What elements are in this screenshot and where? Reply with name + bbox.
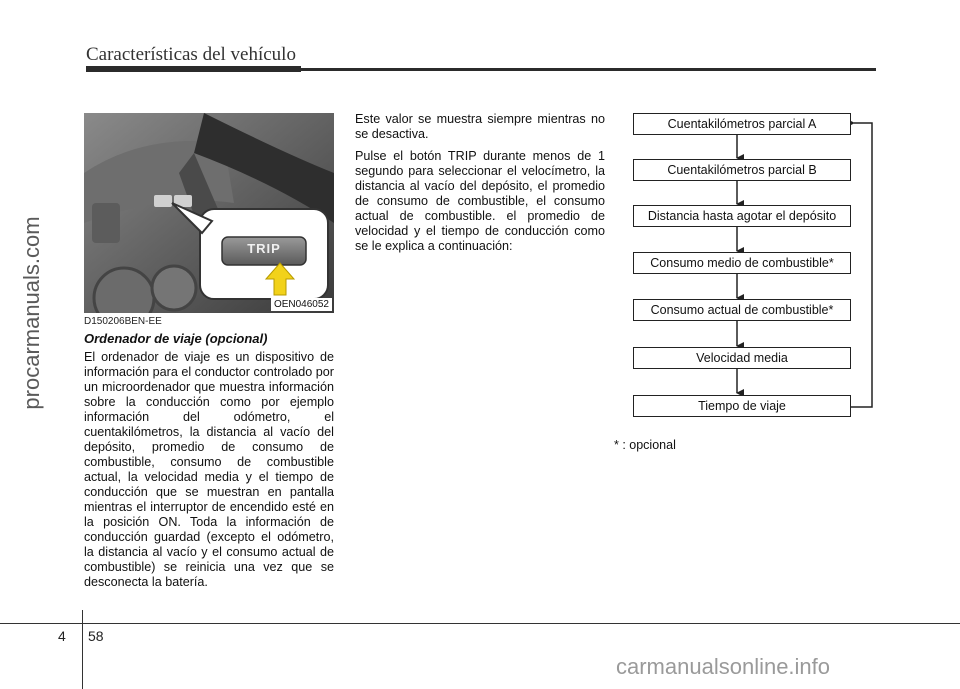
footer-rule bbox=[0, 623, 960, 624]
middle-paragraph-2: Pulse el botón TRIP durante menos de 1 segundo para seleccionar el velocímetro, la distancia al vacío del depósito, el promedio de consumo de combustible, el consumo actual de combustible. el promedio de velocidad y el tiempo de conducción como se le explica a continuación: bbox=[355, 149, 605, 253]
middle-column bbox=[355, 112, 605, 261]
footer-divider bbox=[82, 610, 83, 689]
flow-item-elapsed-time: Tiempo de viaje bbox=[633, 395, 851, 417]
side-watermark: procarmanuals.com bbox=[19, 216, 44, 410]
left-column bbox=[84, 316, 334, 590]
trip-button-photo bbox=[84, 113, 334, 313]
flow-item-trip-a: Cuentakilómetros parcial A bbox=[633, 113, 851, 135]
flow-item-average-consumption: Consumo medio de combustible* bbox=[633, 252, 851, 274]
middle-paragraph-1: Este valor se muestra siempre mientras no se desactiva. bbox=[355, 112, 605, 141]
bottom-watermark: carmanualsonline.info bbox=[616, 654, 831, 679]
flow-item-current-consumption: Consumo actual de combustible* bbox=[633, 299, 851, 321]
page-number: 58 bbox=[88, 628, 104, 644]
flow-item-distance-to-empty: Distancia hasta agotar el depósito bbox=[633, 205, 851, 227]
page-header-title: Características del vehículo bbox=[86, 44, 296, 65]
loop-back-arrow bbox=[850, 123, 872, 407]
section-heading: Ordenador de viaje (opcional) bbox=[84, 331, 268, 346]
flow-item-trip-b: Cuentakilómetros parcial B bbox=[633, 159, 851, 181]
figure-code: OEN046052 bbox=[271, 298, 332, 311]
trip-button-label: TRIP bbox=[247, 241, 281, 256]
optional-footnote: * : opcional bbox=[614, 438, 676, 452]
dashboard-illustration bbox=[84, 113, 334, 313]
section-code: D150206BEN-EE bbox=[84, 316, 162, 327]
chapter-number: 4 bbox=[58, 628, 66, 644]
trip-computer-description: El ordenador de viaje es un dispositivo de información para el conductor controlado por un microordenador que muestra información sobre la conducción como por ejemplo información del odómetro, el cuentakilómetros, la distancia al vacío del depósito, promedio de consumo de combustible, consumo de combustible actual, la velocidad media y el tiempo de conducción que se muestran en pantalla mientras el interruptor de encendido esté en la posición ON. Toda la información de conducción guardad (excepto el odómetro, la distancia al vacío y el consumo actual de combustible) se reinicia una vez que se desconecta la batería. bbox=[84, 350, 334, 589]
header-rule bbox=[86, 68, 876, 71]
flow-item-average-speed: Velocidad media bbox=[633, 347, 851, 369]
trip-mode-flowchart bbox=[600, 100, 900, 460]
